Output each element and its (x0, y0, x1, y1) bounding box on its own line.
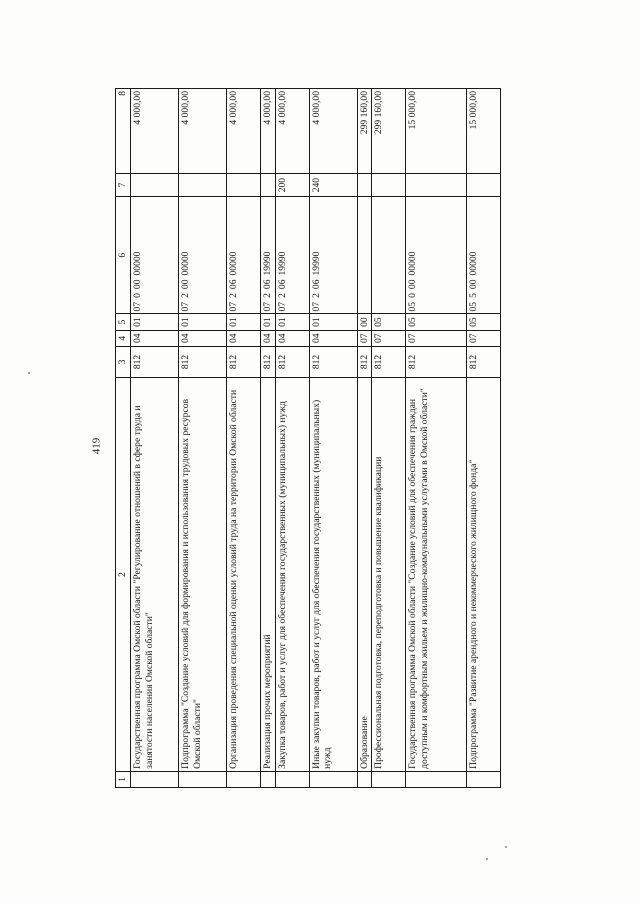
cell-name: Государственная программа Омской области "Создание условий для обеспечения граждан доступным и комфортным жильем и жилищно-коммунальными услугами в Омской области" (406, 378, 467, 772)
cell-code-7: 200 (275, 174, 309, 197)
cell-code-5: 01 (131, 314, 179, 330)
cell-name: Государственная программа Омской области "Регулирование отношений в сфере труда и занятости населения Омской области" (131, 378, 179, 772)
cell-code-7 (372, 174, 406, 197)
table-body (131, 89, 501, 788)
code-6-segment: 06 (228, 279, 239, 290)
cell-code-4: 04 (261, 330, 276, 346)
code-6-segment: 0 (132, 293, 143, 298)
scan-speck (486, 858, 488, 860)
cell-code-3: 812 (372, 346, 406, 377)
code-6-segment: 07 (276, 301, 288, 312)
cell-code-7 (261, 174, 276, 197)
code-6-segment: 06 (276, 279, 288, 290)
table-row (467, 89, 501, 788)
header-col-2: 2 (116, 378, 131, 772)
page-number: 419 (90, 437, 103, 455)
cell-code-7 (227, 174, 261, 197)
cell-code-3: 812 (179, 346, 227, 377)
cell-code-5: 01 (275, 314, 309, 330)
cell-code-6 (261, 196, 276, 314)
cell-code-4: 04 (275, 330, 309, 346)
cell-code-4: 04 (227, 330, 261, 346)
code-6-segment: 00000 (132, 251, 143, 276)
cell-amount: 4 000,00 (309, 89, 357, 174)
code-6-segment: 00000 (407, 251, 419, 276)
cell-code-7: 240 (309, 174, 357, 197)
cell-code-4: 07 (406, 330, 467, 346)
cell-amount: 15 000,00 (467, 89, 501, 174)
cell-col-1 (372, 771, 406, 787)
cell-col-1 (275, 771, 309, 787)
cell-amount: 4 000,00 (131, 89, 179, 174)
header-col-4: 4 (116, 330, 131, 346)
table-row (309, 89, 357, 788)
cell-name: Образование (357, 378, 372, 772)
cell-code-3: 812 (227, 346, 261, 377)
cell-code-6 (275, 196, 309, 314)
code-6-segment: 05 (468, 301, 480, 312)
cell-code-5: 01 (261, 314, 276, 330)
cell-code-7 (131, 174, 179, 197)
cell-name: Закупка товаров, работ и услуг для обеспечения государственных (муниципальных) нужд (275, 378, 309, 772)
cell-code-6 (179, 196, 227, 314)
header-col-5: 5 (116, 314, 131, 330)
cell-name: Иные закупки товаров, работ и услуг для обеспечения государственных (муниципальных) нужд (309, 378, 357, 772)
cell-amount: 4 000,00 (261, 89, 276, 174)
rotated-table-container (115, 88, 525, 788)
table-row (261, 89, 276, 788)
code-6-segment: 19990 (276, 251, 288, 276)
code-6-segment: 07 (180, 301, 191, 312)
budget-table (115, 88, 501, 788)
code-6-segment: 00 (468, 279, 480, 290)
cell-code-5: 01 (309, 314, 357, 330)
cell-code-6 (372, 196, 406, 314)
cell-code-5: 00 (357, 314, 372, 330)
cell-name: Реализация прочих мероприятий (261, 378, 276, 772)
cell-code-6 (406, 196, 467, 314)
cell-code-3: 812 (467, 346, 501, 377)
code-6-segment: 05 (407, 301, 419, 312)
table-row (372, 89, 406, 788)
cell-col-1 (406, 771, 467, 787)
cell-code-3: 812 (261, 346, 276, 377)
scan-speck (505, 846, 507, 848)
cell-code-5: 05 (467, 314, 501, 330)
cell-col-1 (179, 771, 227, 787)
code-6-segment: 00000 (180, 251, 191, 276)
cell-code-7 (179, 174, 227, 197)
code-6-segment: 2 (310, 293, 322, 298)
cell-name: Профессиональная подготовка, переподготовка и повышение квалификации (372, 378, 406, 772)
cell-code-4: 07 (372, 330, 406, 346)
cell-code-7 (467, 174, 501, 197)
table-row (275, 89, 309, 788)
cell-code-3: 812 (309, 346, 357, 377)
code-6-segment: 5 (468, 293, 480, 298)
cell-amount: 4 000,00 (227, 89, 261, 174)
cell-code-7 (406, 174, 467, 197)
cell-code-5: 01 (227, 314, 261, 330)
cell-code-5: 01 (179, 314, 227, 330)
cell-col-1 (467, 771, 501, 787)
cell-code-5: 05 (372, 314, 406, 330)
table-row (131, 89, 179, 788)
cell-col-1 (309, 771, 357, 787)
code-6-segment: 07 (310, 301, 322, 312)
header-col-7: 7 (116, 174, 131, 197)
code-6-segment: 00 (132, 279, 143, 290)
cell-amount: 4 000,00 (179, 89, 227, 174)
cell-code-4: 04 (179, 330, 227, 346)
table-row (406, 89, 467, 788)
cell-code-6 (227, 196, 261, 314)
scan-speck (28, 372, 30, 374)
cell-code-3: 812 (131, 346, 179, 377)
cell-code-5: 05 (406, 314, 467, 330)
code-6-segment: 00000 (228, 251, 239, 276)
cell-code-6 (131, 196, 179, 314)
code-6-segment: 07 (228, 301, 239, 312)
code-6-segment: 00 (407, 279, 419, 290)
table-row (357, 89, 372, 788)
cell-amount: 4 000,00 (275, 89, 309, 174)
table-row (179, 89, 227, 788)
table-row (227, 89, 261, 788)
code-6-segment: 00 (180, 279, 191, 290)
cell-code-7 (357, 174, 372, 197)
cell-code-4: 04 (131, 330, 179, 346)
code-6-segment: 19990 (262, 251, 273, 276)
cell-amount: 15 000,00 (406, 89, 467, 174)
code-6-segment: 2 (276, 293, 288, 298)
cell-code-4: 07 (467, 330, 501, 346)
cell-col-1 (227, 771, 261, 787)
cell-amount: 299 160,00 (372, 89, 406, 174)
cell-amount: 299 160,00 (357, 89, 372, 174)
code-6-segment: 06 (310, 279, 322, 290)
cell-code-3: 812 (357, 346, 372, 377)
code-6-segment: 07 (132, 301, 143, 312)
cell-code-3: 812 (406, 346, 467, 377)
cell-code-4: 04 (309, 330, 357, 346)
code-6-segment: 2 (228, 293, 239, 298)
header-col-6: 6 (116, 196, 131, 314)
code-6-segment: 19990 (310, 251, 322, 276)
cell-code-3: 812 (275, 346, 309, 377)
cell-name: Подпрограмма "Создание условий для формирования и использования трудовых ресурсов Омской области" (179, 378, 227, 772)
cell-code-6 (467, 196, 501, 314)
cell-code-6 (357, 196, 372, 314)
header-col-3: 3 (116, 346, 131, 377)
cell-name: Подпрограмма "Развитие арендного и некоммерческого жилищного фонда" (467, 378, 501, 772)
code-6-segment: 00000 (468, 251, 480, 276)
cell-code-4: 07 (357, 330, 372, 346)
cell-col-1 (131, 771, 179, 787)
code-6-segment: 07 (262, 301, 273, 312)
cell-col-1 (357, 771, 372, 787)
header-row (116, 89, 131, 788)
cell-code-6 (309, 196, 357, 314)
cell-col-1 (261, 771, 276, 787)
code-6-segment: 06 (262, 279, 273, 290)
code-6-segment: 2 (262, 293, 273, 298)
code-6-segment: 2 (180, 293, 191, 298)
cell-name: Организация проведения специальной оценки условий труда на территории Омской области (227, 378, 261, 772)
header-col-8: 8 (116, 89, 131, 174)
header-col-1: 1 (116, 771, 131, 787)
code-6-segment: 0 (407, 293, 419, 298)
